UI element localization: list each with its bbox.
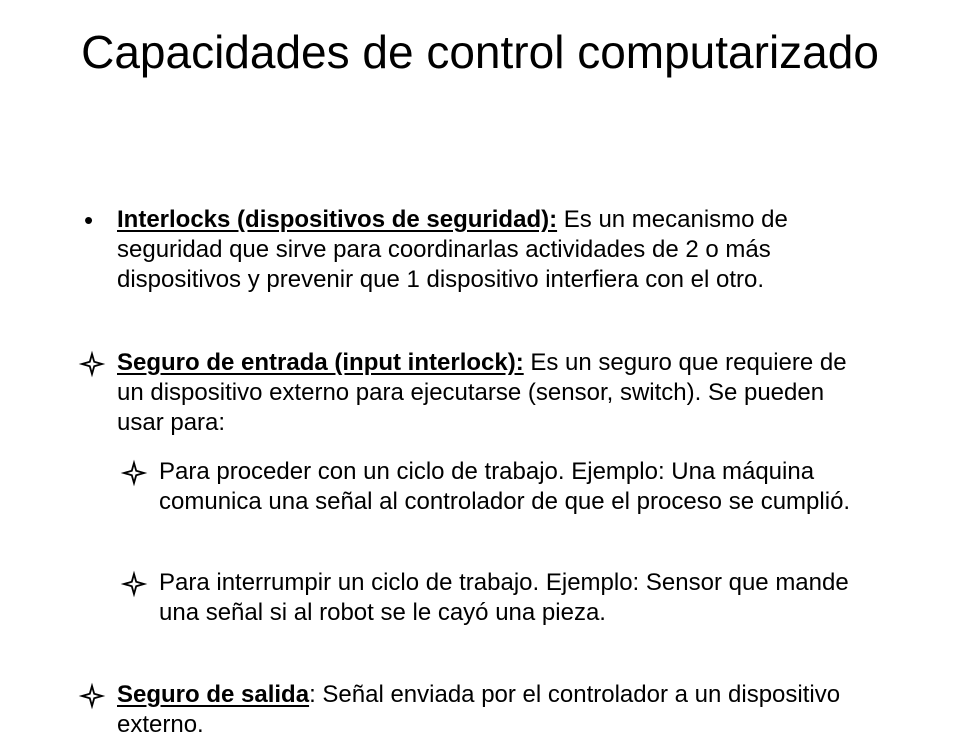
bullet-text: Para interrumpir un ciclo de trabajo. Ejemplo: Sensor que mande una señal si al robot se le cayó una pieza. (159, 569, 849, 626)
bullet-lead: Seguro de salida (117, 681, 310, 708)
sub-bullet-interrumpir (159, 568, 879, 628)
bullet-text: Para proceder con un ciclo de trabajo. Ejemplo: Una máquina comunica una señal al controlador de que el proceso se cumplió. (159, 458, 851, 515)
bullet-lead: Interlocks (dispositivos de seguridad): (117, 206, 558, 233)
four-pointed-star-icon (123, 462, 145, 484)
bullet-seguro-salida (117, 680, 877, 740)
bullet-text: : Señal enviada por el controlador a un dispositivo externo. (117, 681, 841, 738)
bullet-lead: Seguro de entrada (input interlock): (117, 349, 524, 376)
bullet-dot: • (84, 205, 94, 235)
four-pointed-star-icon (81, 685, 103, 707)
bullet-text: Es un mecanismo de seguridad que sirve para coordinarlas actividades de 2 o más dispositivos y prevenir que 1 dispositivo interfiera con el otro. (117, 206, 788, 293)
four-pointed-star-icon (81, 353, 103, 375)
bullet-input-interlock (117, 348, 877, 438)
four-pointed-star-icon (123, 573, 145, 595)
sub-bullet-proceder (159, 457, 879, 517)
bullet-text: Es un seguro que requiere de un dispositivo externo para ejecutarse (sensor, switch). Se pueden usar para: (117, 349, 847, 436)
bullet-interlocks (84, 205, 877, 295)
slide-title: Capacidades de control computarizado (81, 26, 879, 78)
